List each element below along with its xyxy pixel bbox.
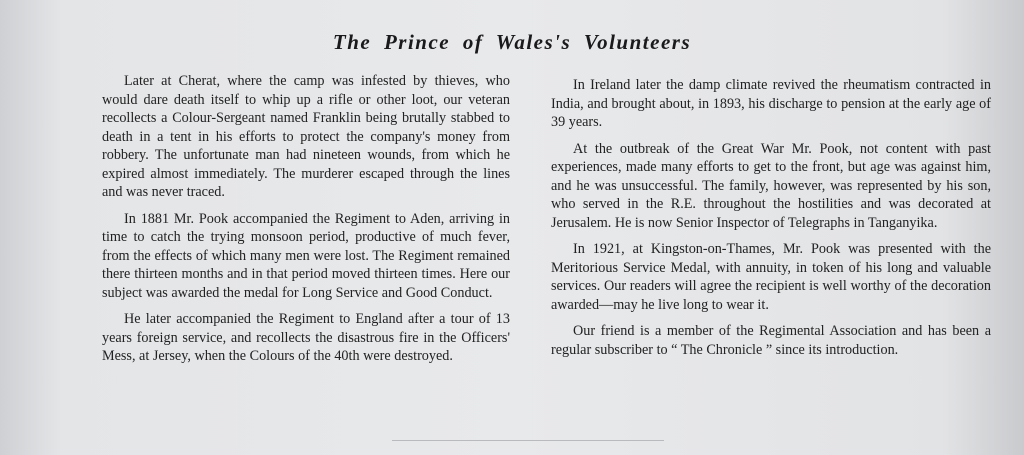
article-title: The Prince of Wales's Volunteers xyxy=(332,30,692,54)
paragraph-great-war: At the outbreak of the Great War Mr. Pook, not content with past experiences, made many efforts to get to the front, but age was against him, and he was unsuccessful. The family, however, was represented by his son, who served in the R.E. throughout the hostilities and was decorated at Jerusalem. He is now Senior Inspector of Telegraphs in Tanganyika. xyxy=(551,140,991,231)
paragraph-association: Our friend is a member of the Regimental Association and has been a regular subscriber to “ The Chronicle ” since its introduction. xyxy=(551,323,991,358)
paragraph-cherat: Later at Cherat, where the camp was infested by thieves, who would dare death itself to whip up a rifle or other loot, our veteran recollects a Colour-Sergeant named Franklin being brutally stabbed to death in a tent in his efforts to protect the company's money from robbery. The unfortunate man had nineteen wounds, from which he expired almost immediately. The murderer escaped through the lines and was never traced. xyxy=(102,73,510,200)
right-column xyxy=(551,76,991,367)
left-column xyxy=(102,72,510,374)
paragraph-england: He later accompanied the Regiment to England after a tour of 13 years foreign service, and recollects the disastrous fire in the Officers' Mess, at Jersey, when the Colours of the 40th were destroyed. xyxy=(102,311,510,364)
paragraph-ireland: In Ireland later the damp climate revived the rheumatism contracted in India, and brought about, in 1893, his discharge to pension at the early age of 39 years. xyxy=(551,77,991,130)
paragraph-medal: In 1921, at Kingston-on-Thames, Mr. Pook was presented with the Meritorious Service Medal, with annuity, in token of his long and valuable services. Our readers will agree the recipient is well worthy of the decoration awarded—may he live long to wear it. xyxy=(551,241,991,313)
paragraph-aden: In 1881 Mr. Pook accompanied the Regiment to Aden, arriving in time to catch the trying monsoon period, productive of much fever, from the effects of which many men were lost. The Regiment remained there thirteen months and in that period moved thirteen times. Here our subject was awarded the medal for Long Service and Good Conduct. xyxy=(102,210,510,301)
bottom-divider xyxy=(392,440,664,441)
